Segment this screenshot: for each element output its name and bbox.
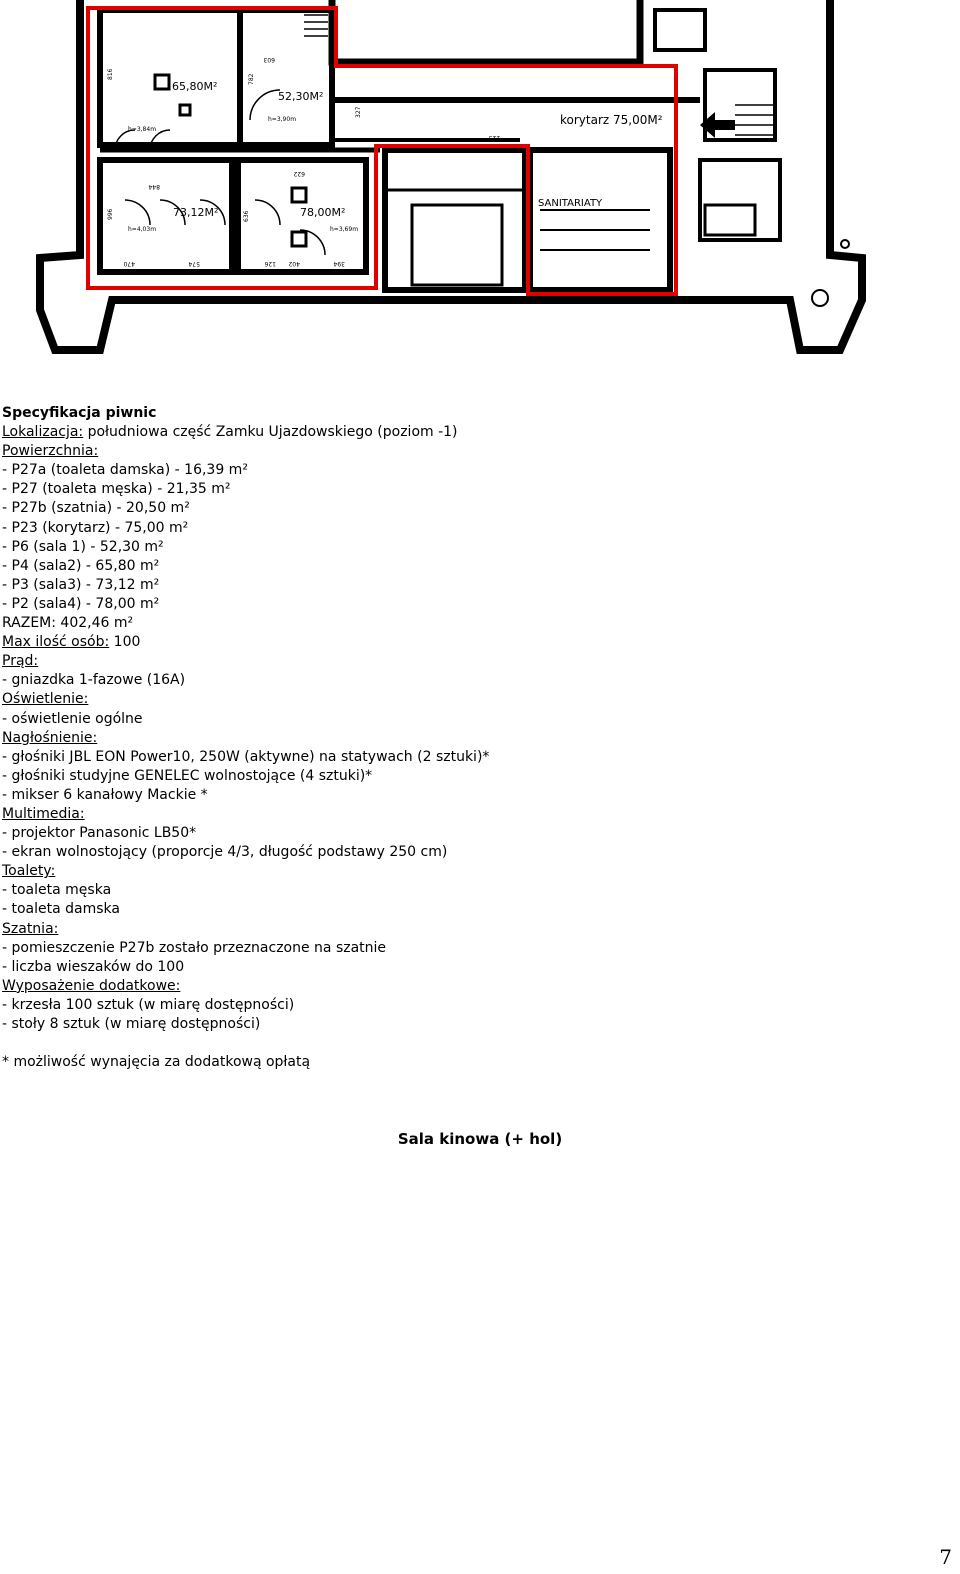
dim-label: 327 <box>355 106 362 118</box>
area-item: - P4 (sala2) - 65,80 m² <box>2 557 160 574</box>
dim-label: 782 <box>248 73 255 85</box>
dim-label: 223 <box>488 134 500 141</box>
area-item: - P27a (toaleta damska) - 16,39 m² <box>2 462 248 479</box>
capacity-row <box>2 633 942 652</box>
dim-label: h=4,03m <box>128 226 157 233</box>
dim-label: 126 <box>264 260 276 267</box>
label-sala2-area: 65,80M² <box>172 80 218 93</box>
dim-label: 574 <box>188 260 200 267</box>
sound-item: - głośniki studyjne GENELEC wolnostojące (4 sztuki)* <box>2 767 373 784</box>
area-item: - P27 (toaleta męska) - 21,35 m² <box>2 481 231 498</box>
power-label: Prąd: <box>2 653 39 670</box>
area-item: - P6 (sala 1) - 52,30 m² <box>2 538 164 555</box>
sound-label: Nagłośnienie: <box>2 729 98 746</box>
spec-title: Specyfikacja piwnic <box>2 405 157 421</box>
dim-label: 636 <box>243 210 250 222</box>
equipment-label: Wyposażenie dodatkowe: <box>2 977 181 994</box>
dim-label: h=3,69m <box>330 226 359 233</box>
cloakroom-item: - pomieszczenie P27b zostało przeznaczone na szatnie <box>2 939 387 956</box>
capacity-value: 100 <box>109 634 141 651</box>
area-item: - P23 (korytarz) - 75,00 m² <box>2 519 189 536</box>
area-item: - P3 (sala3) - 73,12 m² <box>2 576 160 593</box>
label-sala4-area: 78,00M² <box>300 206 346 219</box>
footnote: * możliwość wynajęcia za dodatkową opłatą <box>2 1054 311 1071</box>
toilets-item: - toaleta męska <box>2 882 112 899</box>
dim-label: 603 <box>263 56 275 63</box>
label-sanitary: SANITARIATY <box>538 198 603 209</box>
sound-item: - głośniki JBL EON Power10, 250W (aktywne) na statywach (2 sztuki)* <box>2 748 490 765</box>
specification <box>2 404 942 1072</box>
multimedia-item: - ekran wolnostojący (proporcje 4/3, długość podstawy 250 cm) <box>2 844 448 861</box>
toilets-item: - toaleta damska <box>2 901 120 918</box>
spacer <box>2 1034 942 1053</box>
lighting-label: Oświetlenie: <box>2 691 89 708</box>
lighting-item: - oświetlenie ogólne <box>2 710 143 727</box>
equipment-item: - stoły 8 sztuk (w miarę dostępności) <box>2 1016 261 1032</box>
multimedia-label: Multimedia: <box>2 805 85 822</box>
page-number: 7 <box>939 1545 952 1569</box>
location-row <box>2 423 942 442</box>
dim-label: h=3,84m <box>128 126 157 133</box>
dim-label: h=3,90m <box>268 116 297 123</box>
dim-label: 394 <box>333 260 345 267</box>
label-sala1-area: 52,30M² <box>278 90 324 103</box>
dim-label: 622 <box>293 170 305 177</box>
dim-label: 844 <box>148 183 160 190</box>
capacity-label: Max ilość osób: <box>2 634 110 651</box>
location-value: południowa część Zamku Ujazdowskiego (poziom -1) <box>83 424 458 441</box>
dim-label: 402 <box>288 260 300 267</box>
dim-label: 996 <box>107 208 114 220</box>
area-label: Powierzchnia: <box>2 443 99 460</box>
section-caption: Sala kinowa (+ hol) <box>397 1130 563 1148</box>
floor-plan <box>0 0 960 372</box>
label-sala3-area: 73,12M² <box>173 206 219 219</box>
location-label: Lokalizacja: <box>2 424 84 441</box>
multimedia-item: - projektor Panasonic LB50* <box>2 825 197 842</box>
toilets-label: Toalety: <box>2 863 56 880</box>
dim-label: 470 <box>123 260 135 267</box>
equipment-item: - krzesła 100 sztuk (w miarę dostępności) <box>2 996 295 1013</box>
power-item: - gniazdka 1-fazowe (16A) <box>2 672 186 689</box>
area-item: - P27b (szatnia) - 20,50 m² <box>2 500 190 517</box>
label-corridor: korytarz 75,00M² <box>560 113 663 127</box>
dim-label: 816 <box>107 68 114 80</box>
area-item: - P2 (sala4) - 78,00 m² <box>2 595 160 612</box>
cloakroom-item: - liczba wieszaków do 100 <box>2 958 185 975</box>
area-total: RAZEM: 402,46 m² <box>2 615 134 632</box>
cloakroom-label: Szatnia: <box>2 920 59 937</box>
sound-item: - mikser 6 kanałowy Mackie * <box>2 786 208 803</box>
